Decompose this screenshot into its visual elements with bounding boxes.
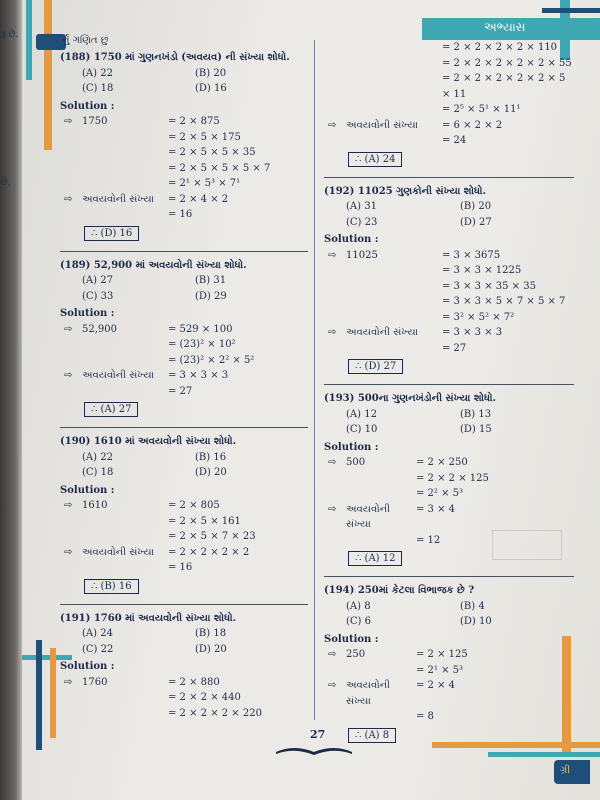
publisher-logo: ગ્રી [560, 765, 571, 776]
option-a: (A) 22 [82, 451, 113, 463]
solution-step: = 3 × 3 × 1225 [442, 265, 522, 276]
divisors-label: અવયવોની સંખ્યા [346, 680, 391, 707]
option-a: (A) 24 [82, 628, 113, 639]
solution-step: = 2 × 2 × 2 × 2 × 2 × 5 × 11 [442, 73, 566, 100]
option-a: (A) 12 [346, 408, 377, 420]
stripe-orange-top-left [44, 0, 52, 150]
question-text: 1610 માં અવયવોની સંખ્યા શોધો. [93, 436, 237, 447]
question-separator [60, 604, 308, 605]
open-book-icon [274, 742, 354, 756]
solution-lhs: 500 [346, 457, 366, 468]
solution-step: = 3 × 3 × 5 × 7 × 5 × 7 [442, 296, 566, 307]
question-text: 52,900 માં અવયવોની સંખ્યા શોધો. [93, 259, 247, 271]
answer-box: ∴ (A) 12 [348, 551, 402, 566]
question-text: 1750 માં ગુણનખંડો (અવયવ) ની સંખ્યા શોધો. [93, 52, 290, 63]
solution-power-form: = 2² × 5³ [416, 488, 464, 499]
divisors-label: અવયવોની સંખ્યા [82, 370, 154, 381]
question-separator [60, 427, 308, 428]
left-column [60, 48, 308, 721]
question-188 [60, 50, 308, 245]
answer-box: ∴ (B) 16 [84, 579, 139, 594]
arrow-icon: ⇨ [64, 546, 73, 558]
divisors-label: અવયવોની સંખ્યા [346, 119, 418, 131]
option-a: (A) 8 [346, 600, 371, 612]
solution-step: = (23)² × 2² × 5² [168, 354, 255, 366]
edge-text-mid: છે, [1, 178, 11, 188]
question-separator [324, 384, 574, 385]
divisors-result: = 16 [168, 209, 193, 220]
divisors-result: = 27 [168, 385, 193, 397]
question-separator [60, 251, 308, 252]
divisors-label: અવયવોની સંખ્યા [346, 327, 418, 338]
solution-label: Solution : [60, 484, 115, 496]
arrow-icon: ⇨ [64, 323, 73, 335]
option-b: (B) 31 [195, 275, 227, 286]
arrow-icon: ⇨ [328, 649, 337, 660]
solution-step: = 2 × 125 [416, 649, 468, 660]
option-d: (D) 27 [460, 216, 492, 228]
arrow-icon: ⇨ [64, 676, 73, 688]
question-194 [324, 583, 574, 747]
solution-step: = 2 × 880 [168, 676, 220, 688]
question-number: (188) [60, 52, 91, 63]
solution-step: = 2 × 250 [416, 457, 468, 468]
option-a: (A) 22 [82, 67, 113, 79]
question-191-continued [324, 40, 574, 171]
solution-power-form: = 2¹ × 5³ [416, 664, 464, 676]
option-b: (B) 18 [195, 628, 227, 639]
option-a: (A) 31 [346, 201, 377, 212]
solution-lhs: 11025 [346, 249, 378, 261]
stripe-teal-top-left [26, 0, 32, 80]
divisors-expression: = 2 × 4 × 2 [168, 193, 229, 205]
option-b: (B) 16 [195, 451, 227, 463]
solution-power-form: = 3² × 5² × 7² [442, 311, 515, 323]
option-d: (D) 15 [460, 424, 492, 435]
answer-box: ∴ (A) 24 [348, 152, 402, 167]
stripe-navy-bottom-left [36, 640, 42, 750]
question-text: 1760 માં અવયવોની સંખ્યા શોધો. [93, 612, 237, 624]
solution-step: = 2 × 2 × 2 × 220 [168, 707, 262, 719]
divisors-label: અવયવોની સંખ્યા [82, 193, 154, 205]
divisors-expression: = 2 × 2 × 2 × 2 [168, 546, 250, 558]
solution-step: = 2 × 5 × 7 × 23 [168, 531, 256, 542]
solution-power-form: = 2⁵ × 5¹ × 11¹ [442, 104, 521, 115]
solution-step: = (23)² × 10² [168, 339, 236, 350]
question-189 [60, 258, 308, 422]
question-191 [60, 611, 308, 722]
solution-step: = 3 × 3675 [442, 249, 501, 261]
divisors-expression: = 3 × 4 [416, 503, 456, 515]
solution-step: = 2 × 5 × 5 × 5 × 7 [168, 162, 271, 174]
question-text: 11025 ગુણકોની સંખ્યા શોધો. [357, 185, 486, 197]
divisors-label: અવયવોની સંખ્યા [346, 503, 391, 530]
question-text: 250માં કેટલા વિભાજક છે ? [357, 585, 475, 596]
solution-label: Solution : [324, 234, 379, 245]
solution-lhs: 1760 [82, 676, 108, 688]
divisors-result: = 8 [416, 711, 434, 722]
arrow-icon: ⇨ [64, 370, 73, 381]
arrow-icon: ⇨ [328, 680, 337, 691]
question-192 [324, 184, 574, 379]
solution-step: = 2 × 5 × 161 [168, 515, 241, 527]
answer-box: ∴ (A) 27 [84, 402, 138, 417]
option-d: (D) 20 [195, 643, 227, 655]
option-c: (C) 18 [82, 83, 114, 94]
question-separator [324, 177, 574, 178]
solution-step: = 2 × 805 [168, 500, 220, 511]
option-a: (A) 27 [82, 275, 113, 286]
question-number: (194) [324, 585, 355, 596]
question-number: (192) [324, 185, 355, 197]
arrow-icon: ⇨ [64, 116, 73, 127]
option-b: (B) 20 [195, 67, 227, 79]
arrow-icon: ⇨ [328, 327, 337, 338]
solution-label: Solution : [324, 633, 379, 645]
question-separator [324, 576, 574, 577]
divisors-result: = 27 [442, 342, 467, 354]
stripe-teal-bottom-h [488, 752, 600, 757]
question-number: (193) [324, 393, 355, 404]
divisors-expression: = 6 × 2 × 2 [442, 119, 503, 131]
right-column [324, 40, 574, 747]
answer-box: ∴ (D) 27 [348, 359, 403, 374]
solution-power-form: = 2¹ × 5³ × 7¹ [168, 178, 241, 189]
option-c: (C) 22 [82, 643, 114, 655]
divisors-result: = 24 [442, 135, 467, 146]
solution-step: = 2 × 875 [168, 116, 220, 127]
solution-step: = 2 × 5 × 175 [168, 131, 241, 143]
arrow-icon: ⇨ [328, 503, 337, 515]
solution-lhs: 250 [346, 649, 366, 660]
solution-step: = 2 × 2 × 125 [416, 472, 489, 484]
page-binding-edge [0, 0, 22, 800]
option-c: (C) 6 [346, 616, 371, 627]
option-c: (C) 23 [346, 216, 378, 228]
solution-label: Solution : [60, 661, 115, 672]
chapter-header: ર્નું ગણિત છું [62, 35, 109, 46]
arrow-icon: ⇨ [328, 457, 337, 468]
option-d: (D) 10 [460, 616, 492, 627]
solution-label: Solution : [60, 308, 115, 319]
question-193 [324, 391, 574, 570]
question-number: (191) [60, 612, 91, 624]
option-d: (D) 29 [195, 290, 227, 302]
solution-lhs: 1610 [82, 500, 108, 511]
question-190 [60, 434, 308, 598]
solution-step: = 2 × 2 × 440 [168, 692, 241, 703]
solution-step: = 529 × 100 [168, 323, 233, 335]
arrow-icon: ⇨ [64, 500, 73, 511]
page-number: 27 [310, 728, 326, 741]
option-c: (C) 10 [346, 424, 378, 435]
option-d: (D) 16 [195, 83, 227, 94]
stripe-navy-top-right [542, 8, 600, 13]
solution-step: = 2 × 2 × 2 × 2 × 110 [442, 42, 558, 53]
arrow-icon: ⇨ [64, 193, 73, 205]
section-header: અભ્યાસ [484, 20, 526, 34]
question-number: (190) [60, 436, 91, 447]
question-text: 500ના ગુણનખંડોની સંખ્યા શોધો. [357, 393, 497, 404]
column-divider [314, 40, 315, 720]
arrow-icon: ⇨ [328, 119, 337, 131]
option-b: (B) 20 [460, 201, 492, 212]
divisors-result: = 16 [168, 562, 193, 573]
solution-lhs: 52,900 [82, 323, 117, 335]
solution-step: = 2 × 5 × 5 × 35 [168, 147, 256, 158]
option-d: (D) 20 [195, 467, 227, 478]
answer-box: ∴ (A) 8 [348, 728, 396, 743]
divisors-label: અવયવોની સંખ્યા [82, 546, 154, 558]
solution-label: Solution : [324, 441, 379, 453]
divisors-expression: = 2 × 4 [416, 680, 456, 691]
divisors-result: = 12 [416, 534, 441, 546]
stripe-orange-bottom-left [50, 648, 56, 738]
solution-label: Solution : [60, 100, 115, 112]
textbook-page [22, 0, 600, 800]
arrow-icon: ⇨ [328, 249, 337, 261]
option-b: (B) 4 [460, 600, 485, 612]
answer-box: ∴ (D) 16 [84, 226, 139, 241]
solution-step: = 2 × 2 × 2 × 2 × 2 × 55 [442, 57, 572, 69]
edge-text-top: રૂ છે. [1, 30, 19, 40]
option-c: (C) 33 [82, 290, 114, 302]
option-c: (C) 18 [82, 467, 114, 478]
divisors-expression: = 3 × 3 × 3 [442, 327, 503, 338]
solution-lhs: 1750 [82, 116, 108, 127]
divisors-expression: = 3 × 3 × 3 [168, 370, 229, 381]
solution-step: = 3 × 3 × 35 × 35 [442, 280, 536, 292]
question-number: (189) [60, 259, 91, 271]
option-b: (B) 13 [460, 408, 492, 420]
